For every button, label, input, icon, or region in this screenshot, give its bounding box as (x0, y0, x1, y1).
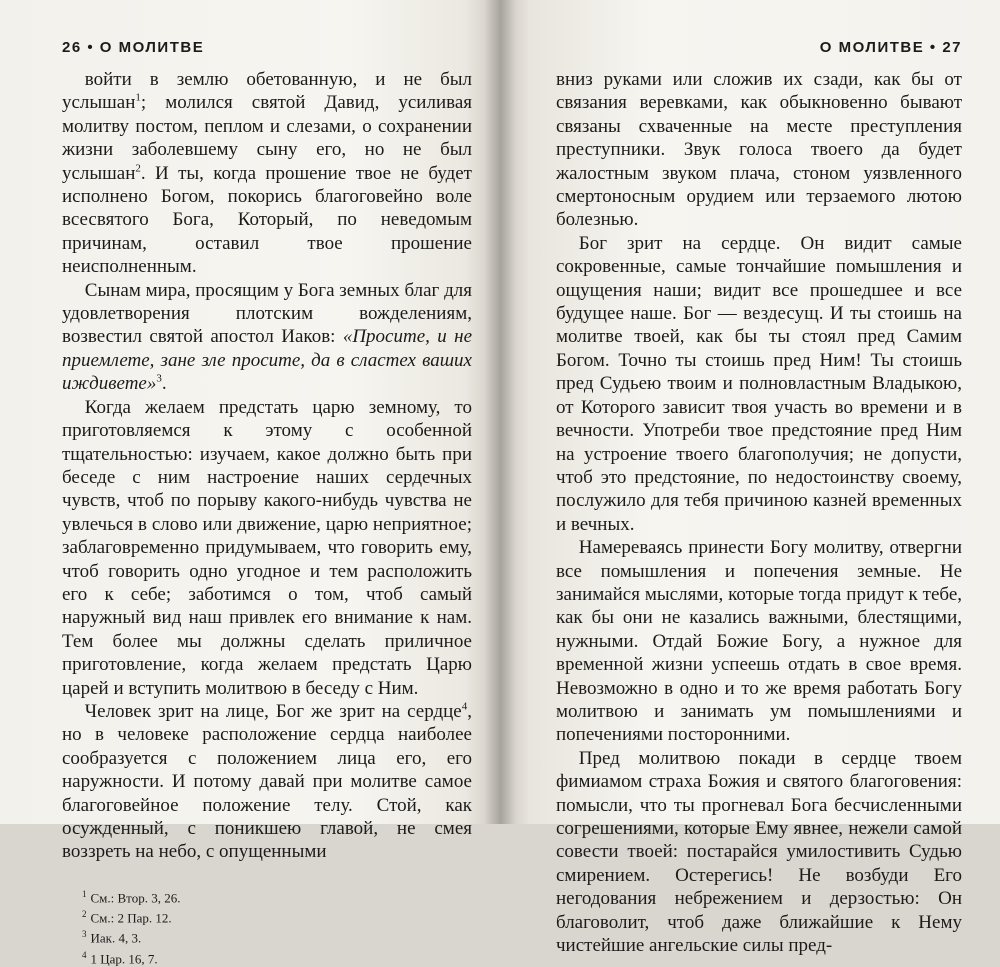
right-running-head: О МОЛИТВЕ • 27 (819, 39, 962, 56)
footnote-number: 2 (82, 909, 87, 920)
footnote-number: 1 (82, 888, 87, 899)
footnote (62, 886, 470, 906)
text-run: . И ты, когда прошение твое не будет исполнено Богом, покорись благоговейно воле всесвятого Бога, Который, по неведомым причинам, оставил твое прошение неисполненным. (62, 162, 472, 278)
footnote-text: Иак. 4, 3. (90, 930, 142, 946)
footnote-ref: 1 (135, 92, 141, 105)
quotation: «Просите, и не приемлете, зане зле просите, да в сластех ваших иждивете» (62, 326, 472, 395)
paragraph (62, 68, 472, 279)
footnote (62, 926, 470, 946)
text-run: Человек зрит на лице, Бог же зрит на сердце (84, 700, 462, 722)
text-run: Когда желаем предстать царю земному, то приготовляемся к этому с особенной тщательностью: изучаем, какое должно быть при беседе с ним настроение наших сердечных чувств, чтоб по порыву какого-нибудь чувства не увлечься в слово или движение, царю неприятное; заблаговременно придумываем, что говорить ему, чтоб говорить одно угодное и тем расположить его к себе; заботимся о том, чтоб самый наружный вид наш привлек его внимание к нам. Тем более мы должны сделать приличное приготовление, когда желаем предстать Царю царей и вступить молитвою в беседу с Ним. (62, 396, 472, 699)
left-running-head: 26 • О МОЛИТВЕ (62, 39, 205, 56)
footnote-text: См.: 2 Пар. 12. (90, 910, 172, 926)
paragraph (556, 536, 962, 747)
footnotes (62, 886, 470, 967)
left-body-text (62, 68, 472, 864)
footnote-number: 4 (82, 949, 87, 960)
text-run: войти в землю обетованную, и не был услышан (62, 69, 472, 114)
right-page (500, 0, 1000, 957)
footnote-number: 3 (82, 929, 87, 940)
text-run: , но в человеке расположение сердца наиболее сообразуется с положением лица его, его наружности. И потому давай при молитве самое благоговейное положение телу. Стой, как осужденный, с поникшею главой, не смея воззреть на небо, с опущенными (62, 700, 472, 863)
paragraph (62, 396, 472, 700)
text-run: Бог зрит на сердце. Он видит самые сокровенные, самые тончайшие помышления и ощущения наши; видит все прошедшее и все будущее наше. Бог — вездесущ. И ты стоишь на молитве твоей, как бы ты стоял пред Самим Богом. Точно ты стоишь пред Ним! Ты стоишь пред Судьею твоим и полновластным Владыкою, от Которого зависит твоя участь во времени и в вечности. Употреби твое предстояние пред Ним на устроение твоего благополучия; не допусти, чтоб это предстояние, по недостоинству своему, послужило для тебя причиною казней временных и вечных. (556, 232, 962, 535)
footnote-ref: 2 (135, 162, 141, 175)
text-run: . (161, 373, 167, 395)
footnote (62, 906, 470, 926)
paragraph (556, 68, 962, 232)
text-run: Пред молитвою покади в сердце твоем фимиамом страха Божия и святого благоговения: помысли, что ты прогневал Бога бесчисленными согрешениями, которые Ему явнее, нежели самой совести твоей: постарайся умилостивить Судью смирением. Остерегись! Не возбуди Его негодования небрежением и дерзостью: Он благоволит, чтоб даже ближайшие к Нему чистейшие ангельские силы пред- (556, 747, 962, 957)
footnote-text: См.: Втор. 3, 26. (90, 890, 181, 906)
text-run: ; молился святой Давид, усиливая молитву постом, пеплом и слезами, о сохранении жизни заболевшему сыну его, но не был услышан (62, 92, 472, 184)
paragraph (556, 232, 962, 536)
footnote-ref: 4 (461, 700, 468, 713)
text-run: Намереваясь принести Богу молитву, отвергни все помышления и попечения земные. Не занимайся мыслями, которые тогда придут к тебе, как бы они не казались важными, блестящими, нужными. Отдай Божие Богу, а нужное для временной жизни успеешь отдать в свое время. Невозможно в одно и то же время работать Богу молитвою и занимать ум помышлениями и попечениями посторонними. (556, 537, 962, 746)
text-run: Сынам мира, просящим у Бога земных благ для удовлетворения плотским вожделениям, возвестил святой апостол Иаков: (62, 279, 472, 348)
footnote (62, 947, 470, 967)
paragraph (62, 700, 472, 864)
footnote-ref: 3 (156, 372, 162, 385)
footnote-text: 1 Цар. 16, 7. (90, 951, 158, 967)
paragraph (556, 747, 962, 958)
right-body-text (556, 68, 962, 957)
paragraph (62, 279, 472, 396)
text-run: вниз руками или сложив их сзади, как бы от связания веревками, как обыкновенно бывают связаны схваченные на месте преступления преступники. Звук голоса твоего да будет жалостным звуком плача, стоном уязвленного смертоносным орудием или терзаемого лютою болезнью. (556, 69, 962, 231)
